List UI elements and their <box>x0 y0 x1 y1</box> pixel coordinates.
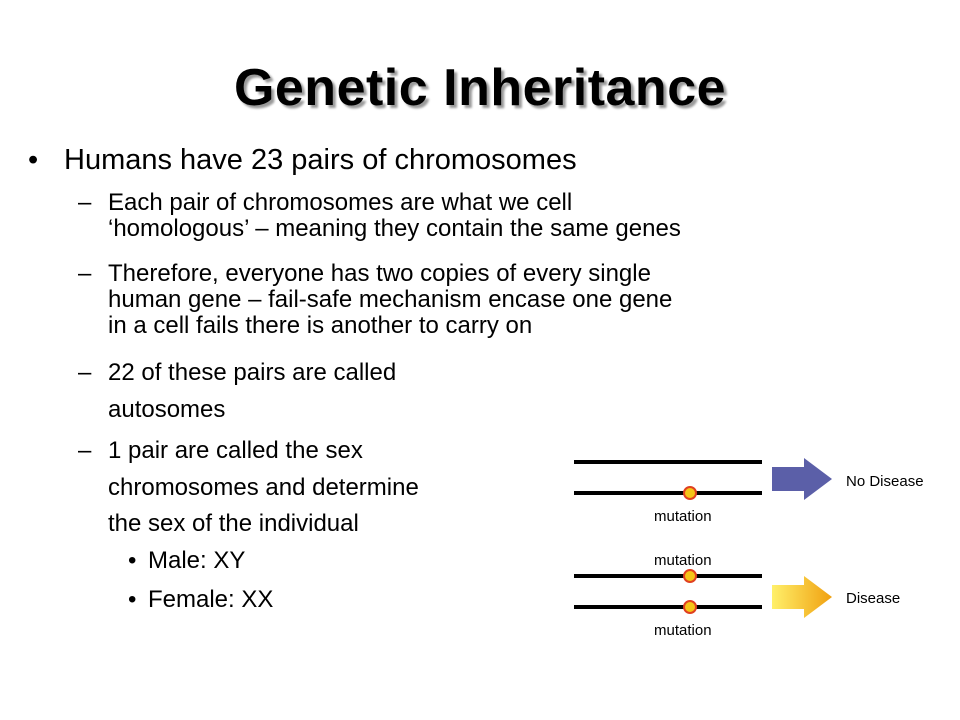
sub-bullet-line: chromosomes and determine <box>108 474 419 501</box>
bullet-dot: • <box>128 586 137 613</box>
dash-marker: – <box>78 437 92 464</box>
mutation-dot <box>684 487 696 499</box>
sub-bullet-line: human gene – fail-safe mechanism encase one gene <box>108 286 673 313</box>
slide-title: Genetic Inheritance <box>233 59 727 117</box>
sub-bullet-line: Each pair of chromosomes are what we cell <box>108 189 573 216</box>
sub-bullet-line: in a cell fails there is another to carry on <box>108 312 533 339</box>
no-disease-label: No Disease <box>846 473 924 490</box>
disease-arrow <box>772 576 832 618</box>
mutation-label: mutation <box>654 622 712 639</box>
main-bullet-text: Humans have 23 pairs of chromosomes <box>64 144 577 176</box>
sub-bullet-line: 1 pair are called the sex <box>108 437 363 464</box>
mutation-dot <box>684 601 696 613</box>
no-disease-arrow <box>772 458 832 500</box>
chromosome-diagram <box>560 445 960 655</box>
sub-bullet-line: 22 of these pairs are called <box>108 359 397 386</box>
sex-type-text: Female: XX <box>148 586 274 613</box>
sub-bullet-line: Therefore, everyone has two copies of every single <box>108 260 651 287</box>
dash-marker: – <box>78 260 92 287</box>
bullet-dot: • <box>128 547 137 574</box>
disease-label: Disease <box>846 590 901 607</box>
mutation-dot <box>684 570 696 582</box>
dash-marker: – <box>78 189 92 216</box>
mutation-label: mutation <box>654 552 712 569</box>
sub-bullet-line: the sex of the individual <box>108 510 359 537</box>
sub-bullet-line: ‘homologous’ – meaning they contain the same genes <box>108 215 681 242</box>
bullet-dot: • <box>28 144 39 176</box>
sex-type-text: Male: XY <box>148 547 246 574</box>
mutation-label: mutation <box>654 508 712 525</box>
sub-bullet-line: autosomes <box>108 396 226 423</box>
dash-marker: – <box>78 359 92 386</box>
